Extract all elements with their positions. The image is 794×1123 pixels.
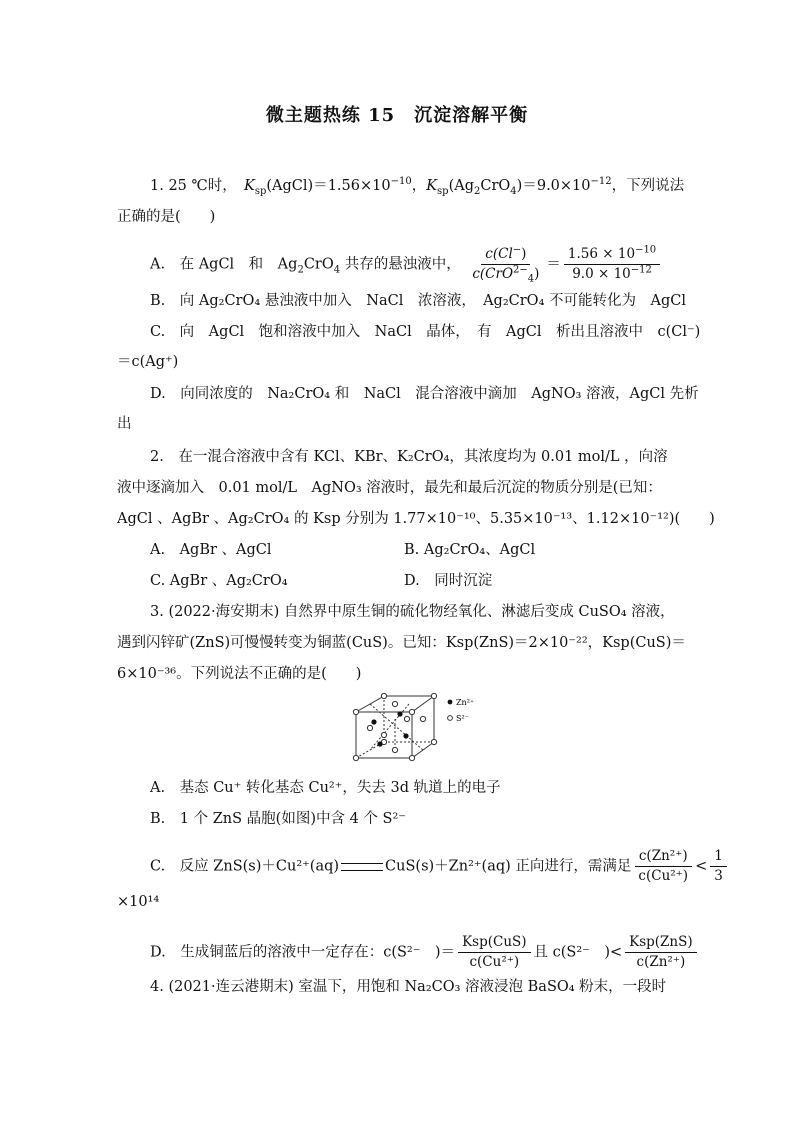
q3-option-c-line2: ×10¹⁴ bbox=[117, 894, 160, 910]
q1-option-d-line1: D. 向同浓度的 Na₂CrO₄ 和 NaCl 混合溶液中滴加 AgNO₃ 溶液，AgCl 先析 bbox=[150, 386, 699, 402]
q1-option-a-fraction-left: $\frac{c(Cl^-)}{c(CrO^{2-}_4)}$ bbox=[472, 244, 540, 285]
q2-option-d: D. 同时沉淀 bbox=[404, 573, 493, 589]
q1-option-b: B. 向 Ag₂CrO₄ 悬浊液中加入 NaCl 浓溶液， Ag₂CrO₄ 不可能转化为 AgCl bbox=[150, 293, 686, 309]
legend-zn-label: Zn²⁺ bbox=[456, 698, 475, 707]
q3-option-d-fraction-1: $\frac{\text{Ksp(CuS)}}{\text{c(Cu²⁺)}}$ bbox=[458, 934, 530, 971]
q3-option-d: D. 生成铜蓝后的溶液中一定存在：c(S²⁻ )＝ $\frac{\text{Ksp(CuS)}}{\text{c(Cu²⁺)}}$ 且 c(S²⁻ )< $\frac{\text{Ksp(ZnS)}}{\text{c(Zn²⁺)}}$ bbox=[150, 934, 700, 971]
q3-option-d-fraction-2: $\frac{\text{Ksp(ZnS)}}{\text{c(Zn²⁺)}}$ bbox=[625, 934, 697, 971]
q3-option-c-fraction: $\frac{\text{c(Zn²⁺)}}{\text{c(Cu²⁺)}}$ bbox=[634, 848, 692, 885]
q2-option-b: B. Ag₂CrO₄、AgCl bbox=[404, 542, 536, 558]
q3-option-b: B. 1 个 ZnS 晶胞(如图)中含 4 个 S²⁻ bbox=[150, 811, 406, 827]
legend-s-label: S²⁻ bbox=[456, 714, 469, 723]
q3-stem-line2: 遇到闪锌矿(ZnS)可慢慢转变为铜蓝(CuS)。已知：Ksp(ZnS)＝2×10⁻²²，Ksp(CuS)＝ bbox=[117, 635, 686, 651]
q1-option-c-line2: ＝c(Ag⁺) bbox=[117, 354, 179, 370]
q2-option-a: A. AgBr 、AgCl bbox=[150, 542, 272, 558]
q1-option-a: A. 在 AgCl 和 $Ag_2CrO_4$ 共存的悬浊液中， $\frac{c(Cl^-)}{c(CrO^{2-}_4)}$ ＝ $\frac{1.56 \times 10^{-10}}{9.0 \times 10^{-12}}$ bbox=[150, 246, 663, 283]
q3-option-a: A. 基态 Cu⁺ 转化基态 Cu²⁺，失去 3d 轨道上的电子 bbox=[150, 780, 501, 796]
page-title: 微主题热练 15 沉淀溶解平衡 bbox=[265, 105, 529, 126]
q1-option-c-line1: C. 向 AgCl 饱和溶液中加入 NaCl 晶体， 有 AgCl 析出且溶液中 c(Cl⁻) bbox=[150, 324, 701, 340]
q3-stem-line3: 6×10⁻³⁶。下列说法不正确的是( ) bbox=[117, 666, 362, 682]
q3-option-c-one-third: $\frac{1}{3}$ bbox=[710, 848, 727, 885]
q3-stem-line1: 3. (2022·海安期末) 自然界中原生铜的硫化物经氧化、淋滤后变成 CuSO₄ 溶液， bbox=[150, 604, 675, 620]
q2-option-c: C. AgBr 、Ag₂CrO₄ bbox=[150, 573, 288, 589]
q1-stem-line2: 正确的是( ) bbox=[117, 209, 216, 225]
q3-option-c: C. 反应 ZnS(s)＋Cu²⁺(aq) CuS(s)＋Zn²⁺(aq) 正向进行，需满足 $\frac{\text{c(Zn²⁺)}}{\text{c(Cu²⁺)}}$ < $\frac{1}{3}$ bbox=[150, 848, 730, 885]
q4-stem-line1: 4. (2021·连云港期末) 室温下，用饱和 Na₂CO₃ 溶液浸泡 BaSO₄ 粉末，一段时 bbox=[150, 979, 667, 995]
q2-stem-line3: AgCl 、AgBr 、Ag₂CrO₄ 的 Ksp 分别为 1.77×10⁻¹⁰、5.35×10⁻¹³、1.12×10⁻¹²)( ) bbox=[117, 511, 715, 527]
q1-stem-line1: 1. 25 ℃时， $K_{sp}(AgCl)=1.56\times 10^{-10}$，$K_{sp}(Ag_2CrO_4)=9.0\times 10^{-12}$，下列说法 bbox=[150, 176, 685, 197]
q2-stem-line2: 液中逐滴加入 0.01 mol/L AgNO₃ 溶液时，最先和最后沉淀的物质分别是(已知： bbox=[117, 480, 662, 496]
q2-stem-line1: 2. 在一混合溶液中含有 KCl、KBr、K₂CrO₄，其浓度均为 0.01 mol/L ，向溶 bbox=[150, 449, 668, 465]
zns-unit-cell-figure bbox=[350, 692, 480, 764]
q1-option-a-fraction-right: $\frac{1.56 \times 10^{-10}}{9.0 \times 10^{-12}}$ bbox=[564, 246, 660, 283]
equilibrium-arrow bbox=[341, 863, 383, 871]
q1-option-d-line2: 出 bbox=[117, 416, 132, 432]
